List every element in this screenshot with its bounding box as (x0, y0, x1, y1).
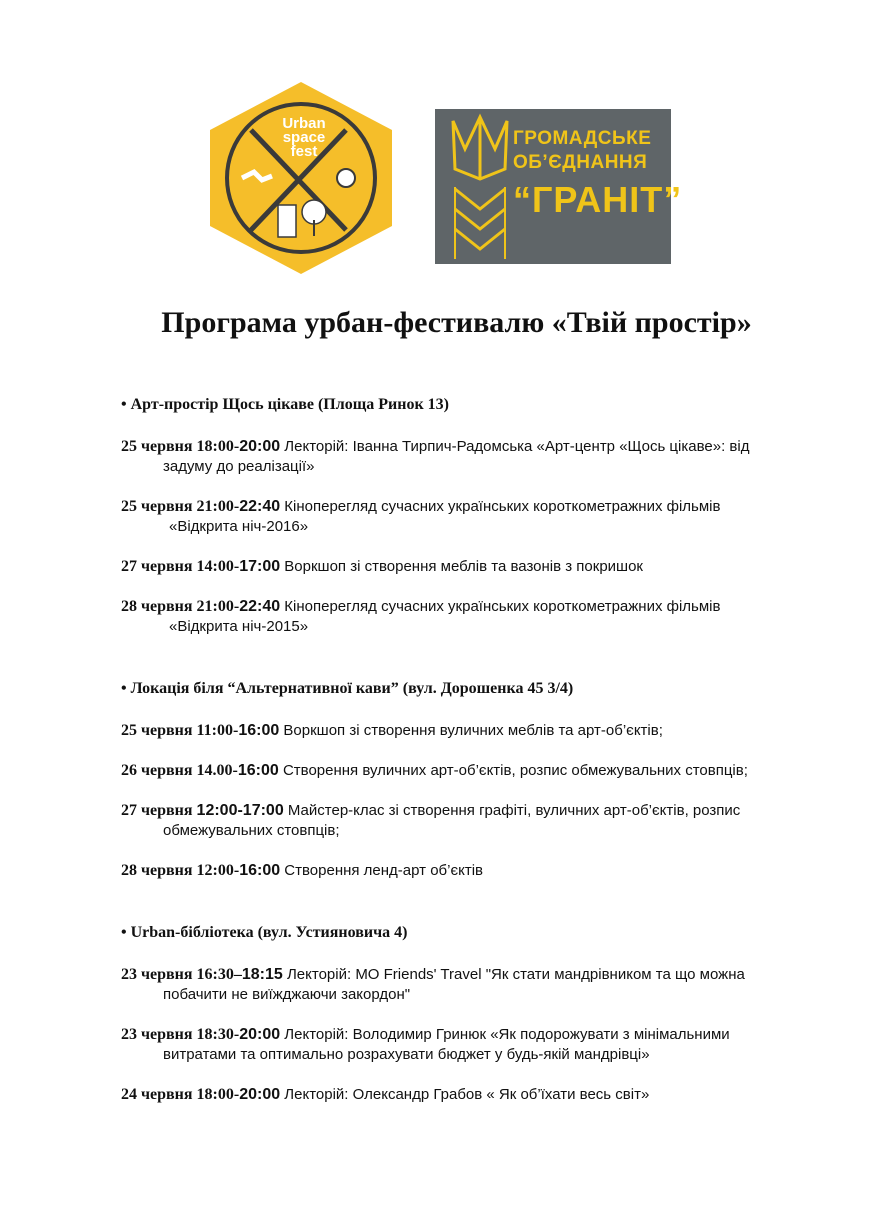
urban-logo-word-2: space (282, 129, 326, 146)
section-heading: • Urban-бібліотека (вул. Устияновича 4) (121, 924, 408, 941)
entry-time: 22:40 (239, 598, 281, 615)
granit-logo (435, 109, 683, 264)
entry-date: 28 червня 21:00- (121, 598, 240, 615)
entry-desc-cont: задуму до реалізації» (163, 458, 315, 475)
program-entry (121, 597, 821, 637)
urban-space-fest-logo (206, 80, 396, 276)
urban-logo-word-3: fest (290, 143, 318, 160)
section-heading: • Локація біля “Альтернативної кави” (вул. Дорошенка 45 3/4) (121, 680, 574, 697)
page-title: Програма урбан-фестивалю «Твій простір» (161, 306, 752, 339)
entry-date: 27 червня 14:00- (121, 558, 240, 575)
entry-time: 20:00 (239, 1086, 281, 1103)
entry-desc: Лекторій: МО Friends' Travel "Як стати мандрівником та що можна (282, 966, 745, 983)
entry-time: 18:15 (241, 966, 283, 983)
granit-line-3: “ГРАНІТ” (513, 179, 683, 220)
granit-line-2: ОБ’ЄДНАННЯ (513, 152, 648, 173)
section-alt-coffee (121, 679, 821, 881)
entry-desc-cont: обмежувальних стовпців; (163, 822, 340, 839)
entry-date: 25 червня 18:00- (121, 438, 240, 455)
entry-time: 16:00 (238, 722, 280, 739)
entry-desc: Лекторій: Олександр Грабов « Як об’їхати весь світ» (280, 1086, 650, 1103)
program-entry (121, 861, 821, 881)
urban-logo-word-1: Urban (282, 115, 326, 132)
entry-time: 16:00 (237, 762, 279, 779)
entry-desc: Воркшоп зі створення вуличних меблів та арт-об’єктів; (279, 722, 663, 739)
entry-desc: Лекторій: Іванна Тирпич-Радомська «Арт-центр «Щось цікаве»: від (280, 438, 750, 455)
program-entry (121, 497, 821, 537)
entry-date: 25 червня 21:00- (121, 498, 240, 515)
entry-time: 20:00 (239, 1026, 281, 1043)
section-urban-library (121, 923, 821, 1105)
entry-desc: Лекторій: Володимир Гринюк «Як подорожувати з мінімальними (280, 1026, 730, 1043)
section-heading: • Арт-простір Щось цікаве (Площа Ринок 13) (121, 396, 449, 413)
entry-desc: Кіноперегляд сучасних українських короткометражних фільмів (280, 498, 721, 515)
entry-desc: Майстер-клас зі створення графіті, вуличних арт-об’єктів, розпис (283, 802, 741, 819)
program-entry (121, 1025, 821, 1065)
entry-time: 22:40 (239, 498, 281, 515)
program-entry (121, 801, 821, 841)
logos-row (0, 80, 869, 280)
entry-time: 20:00 (239, 438, 281, 455)
program-entry (121, 721, 821, 741)
program-entry (121, 437, 821, 477)
section-art-space (121, 395, 821, 637)
program-entry (121, 1085, 821, 1105)
entry-desc: Кіноперегляд сучасних українських короткометражних фільмів (280, 598, 721, 615)
entry-date: 27 червня (121, 802, 197, 819)
entry-date: 25 червня 11:00- (121, 722, 239, 739)
trident-ornament-icon (445, 109, 515, 264)
program-entry (121, 965, 821, 1005)
entry-desc: Воркшоп зі створення меблів та вазонів з покришок (280, 558, 643, 575)
program-entry (121, 761, 821, 781)
entry-date: 23 червня 16:30– (121, 966, 242, 983)
program-content (121, 395, 821, 1147)
program-entry (121, 557, 821, 577)
entry-date: 26 червня 14.00- (121, 762, 238, 779)
entry-date: 23 червня 18:30- (121, 1026, 240, 1043)
granit-line-1: ГРОМАДСЬКЕ (513, 128, 652, 149)
entry-date: 24 червня 18:00- (121, 1086, 240, 1103)
entry-time: 12:00-17:00 (196, 802, 284, 819)
entry-desc-cont: побачити не виїжджаючи закордон" (163, 986, 411, 1003)
entry-desc: Створення вуличних арт-об’єктів, розпис обмежувальних стовпців; (278, 762, 748, 779)
entry-desc-cont: «Відкрита ніч-2015» (169, 618, 309, 635)
entry-desc-cont: витратами та оптимально розрахувати бюджет у будь-якій мандрівці» (163, 1046, 650, 1063)
entry-desc-cont: «Відкрита ніч-2016» (169, 518, 309, 535)
entry-date: 28 червня 12:00- (121, 862, 240, 879)
entry-desc: Створення ленд-арт об’єктів (280, 862, 484, 879)
entry-time: 16:00 (239, 862, 281, 879)
entry-time: 17:00 (239, 558, 281, 575)
